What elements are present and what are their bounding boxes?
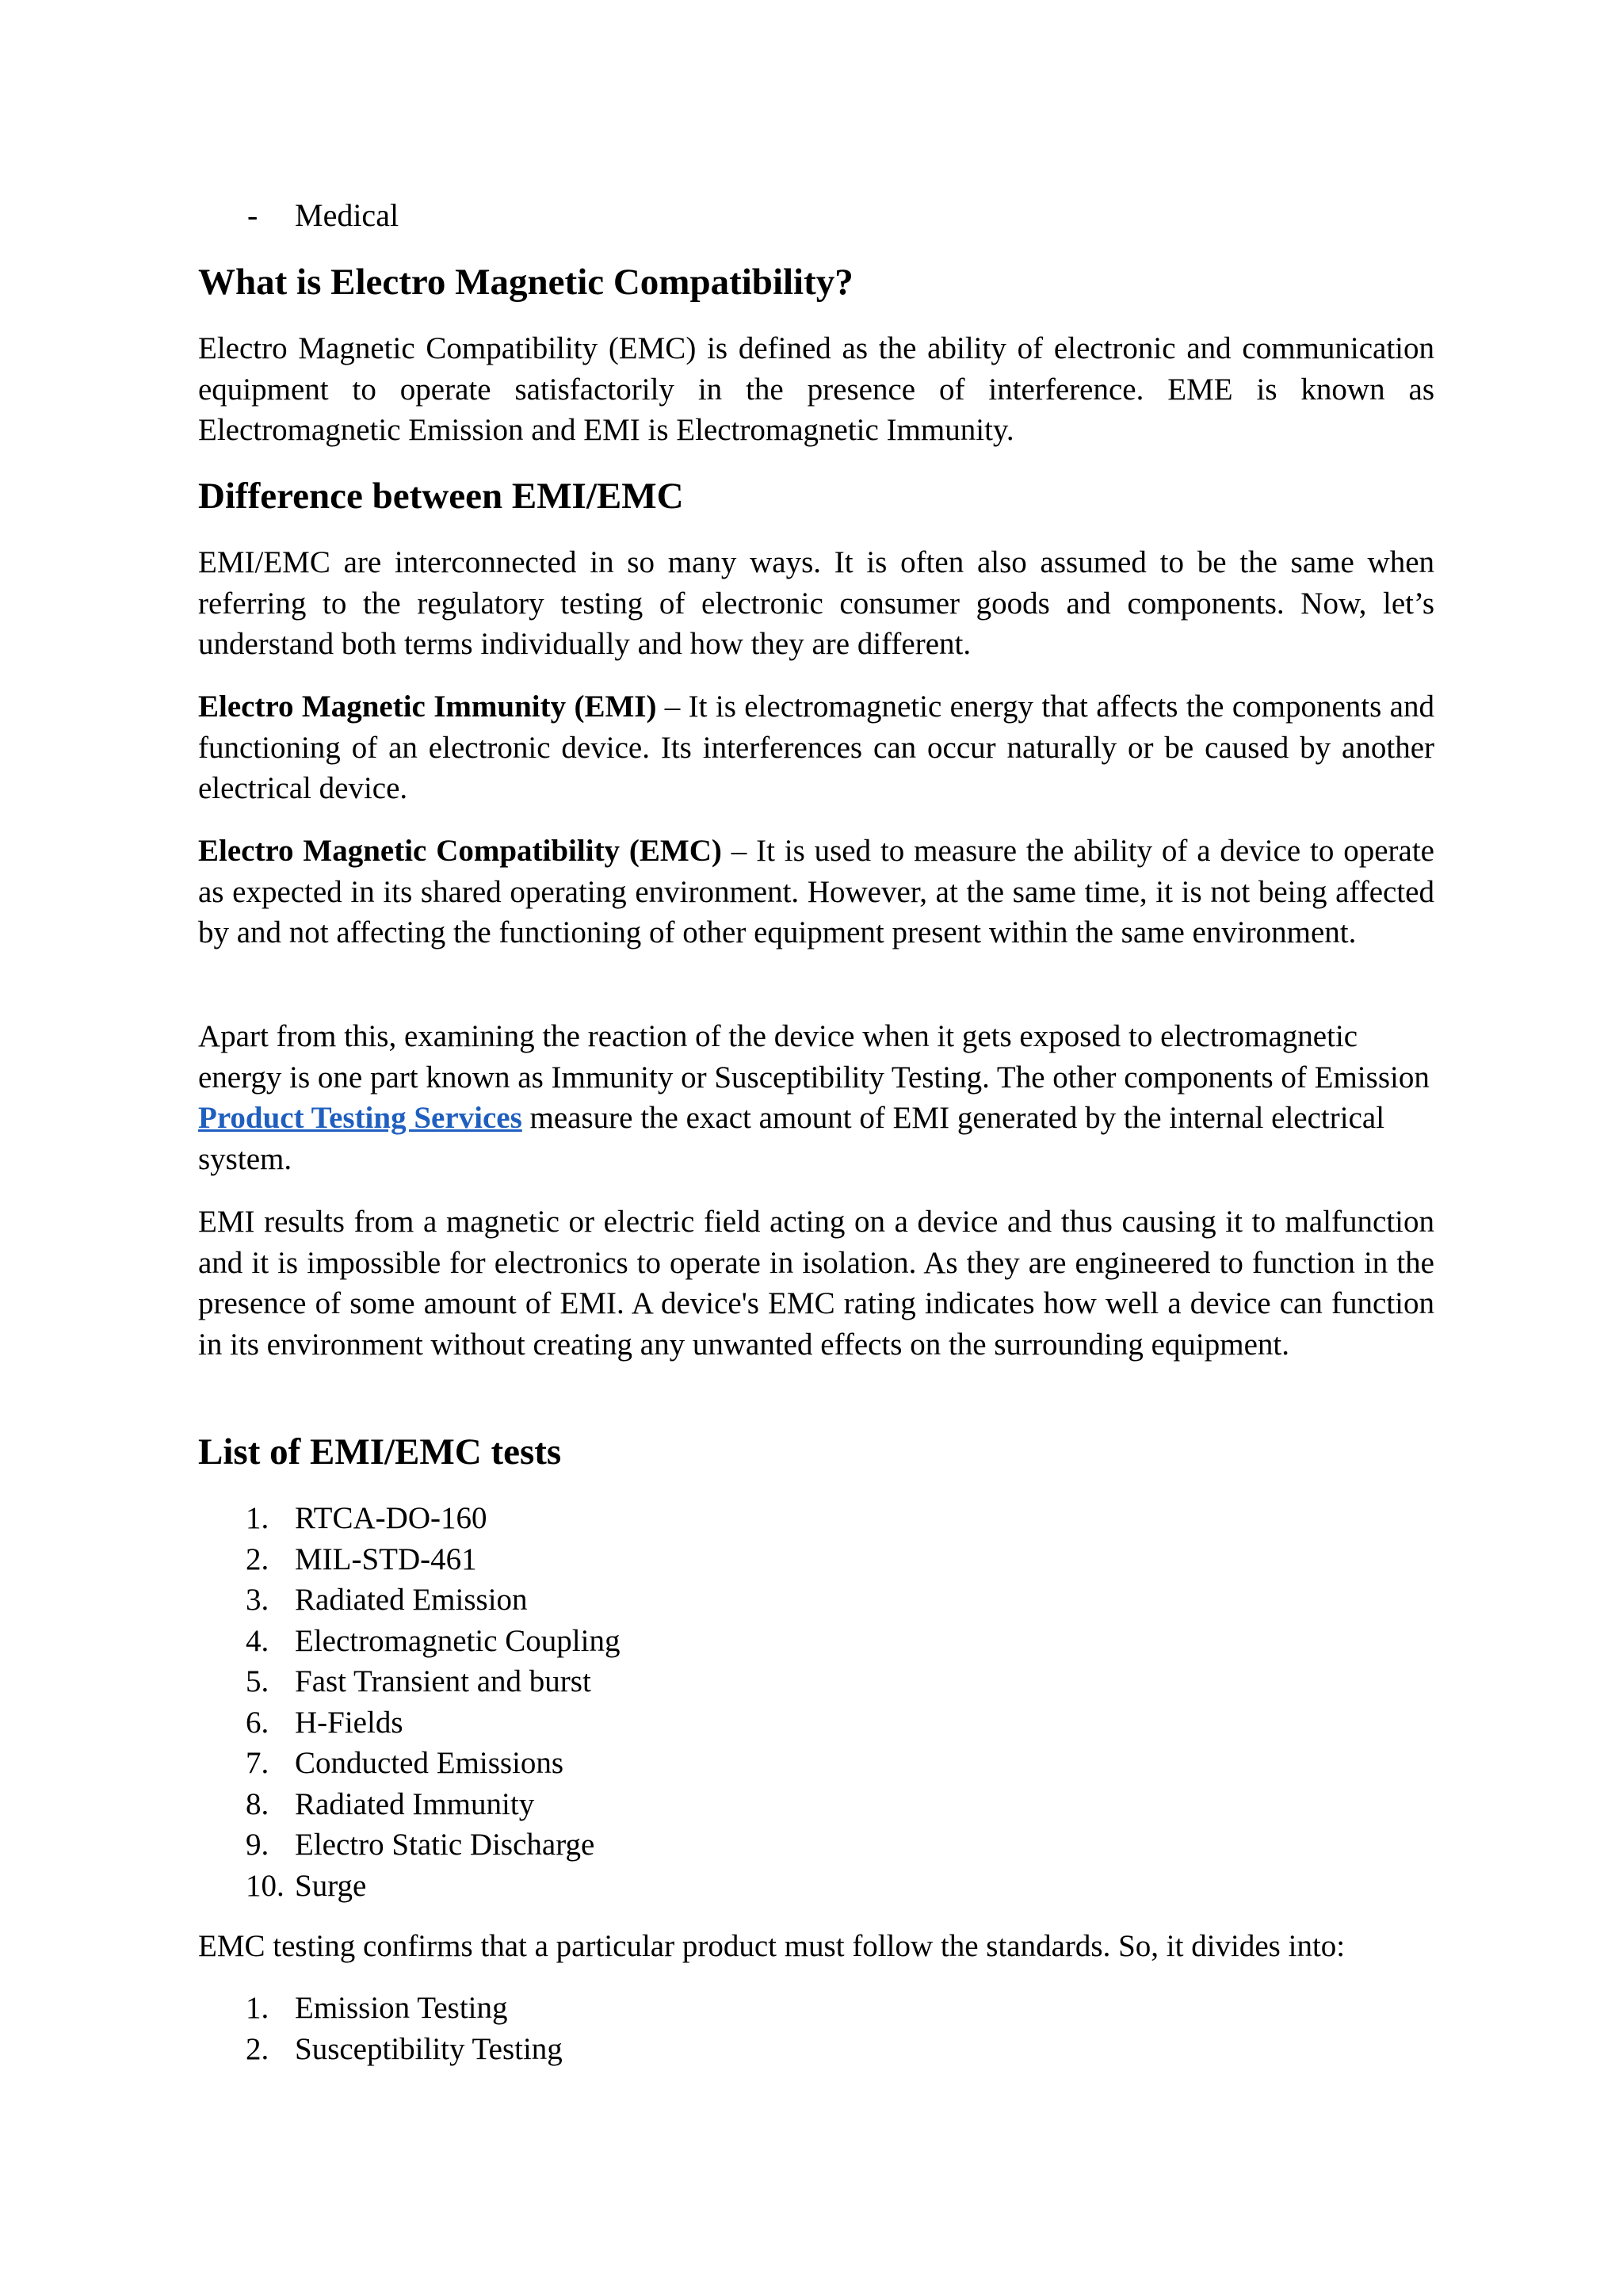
list-item: 3. Radiated Emission	[246, 1583, 528, 1617]
paragraph-emc-compatibility	[198, 831, 1434, 953]
divisions-list	[246, 1988, 563, 2069]
list-item-medical	[247, 195, 399, 236]
list-item: 10. Surge	[246, 1868, 367, 1903]
tests-list	[246, 1498, 620, 1906]
para-text-before-link: Apart from this, examining the reaction of the device when it gets exposed to electromagnetic energy is one part known as Immunity or Susceptibility Testing. The other components of Emission	[198, 1019, 1430, 1095]
paragraph-emc-definition: Electro Magnetic Compatibility (EMC) is defined as the ability of electronic and communication equipment to operate satisfactorily in the presence of interference. EME is known as Electromagnetic Emission and EMI is Electromagnetic Immunity.	[198, 331, 1434, 447]
list-item: 4. Electromagnetic Coupling	[246, 1623, 621, 1658]
list-item: 1. RTCA-DO-160	[246, 1501, 487, 1535]
paragraph-apart-from-this	[198, 1016, 1434, 1179]
paragraph-emi-results: EMI results from a magnetic or electric field acting on a device and thus causing it to malfunction and it is impossible for electronics to operate in isolation. As they are engineered to function in the presence of some amount of EMI. A device's EMC rating indicates how well a device can function in its environment without creating any unwanted effects on the surrounding equipment.	[198, 1205, 1434, 1362]
emc-definition-text: – It is used to measure the ability of a device to operate as expected in its shared operating environment. However, at the same time, it is not being affected by and not affecting the functioning of other equipment present within the same environment.	[198, 834, 1434, 949]
heading-what-is-emc: What is Electro Magnetic Compatibility?	[198, 262, 854, 303]
list-item: 6. H-Fields	[246, 1705, 403, 1740]
para-text-after-link: measure the exact amount of EMI generated by the internal electrical system.	[198, 1101, 1385, 1176]
list-item: 1. Emission Testing	[246, 1991, 508, 2025]
list-item: 7. Conducted Emissions	[246, 1746, 564, 1780]
list-marker: -	[247, 197, 258, 233]
paragraph-emi-definition	[198, 686, 1434, 809]
list-item: 2. MIL-STD-461	[246, 1541, 477, 1576]
list-item: 9. Electro Static Discharge	[246, 1828, 595, 1862]
term-emi: Electro Magnetic Immunity (EMI)	[198, 690, 657, 724]
list-item-text: Medical	[295, 197, 399, 233]
term-emc: Electro Magnetic Compatibility (EMC)	[198, 834, 722, 868]
product-testing-services-link[interactable]: Product Testing Services	[198, 1101, 522, 1135]
paragraph-interconnected: EMI/EMC are interconnected in so many ways. It is often also assumed to be the same when referring to the regulatory testing of electronic consumer goods and components. Now, let’s understand both terms individually and how they are different.	[198, 545, 1434, 661]
heading-list-of-tests: List of EMI/EMC tests	[198, 1431, 562, 1473]
list-item: 5. Fast Transient and burst	[246, 1664, 591, 1698]
paragraph-emc-divides: EMC testing confirms that a particular product must follow the standards. So, it divides into:	[198, 1929, 1346, 1963]
list-item: 2. Susceptibility Testing	[246, 2031, 563, 2066]
emi-definition-text: – It is electromagnetic energy that affects the components and functioning of an electronic device. Its interferences can occur naturally or be caused by another electrical device.	[198, 690, 1434, 805]
heading-difference-emi-emc: Difference between EMI/EMC	[198, 476, 684, 517]
list-item: 8. Radiated Immunity	[246, 1786, 535, 1821]
